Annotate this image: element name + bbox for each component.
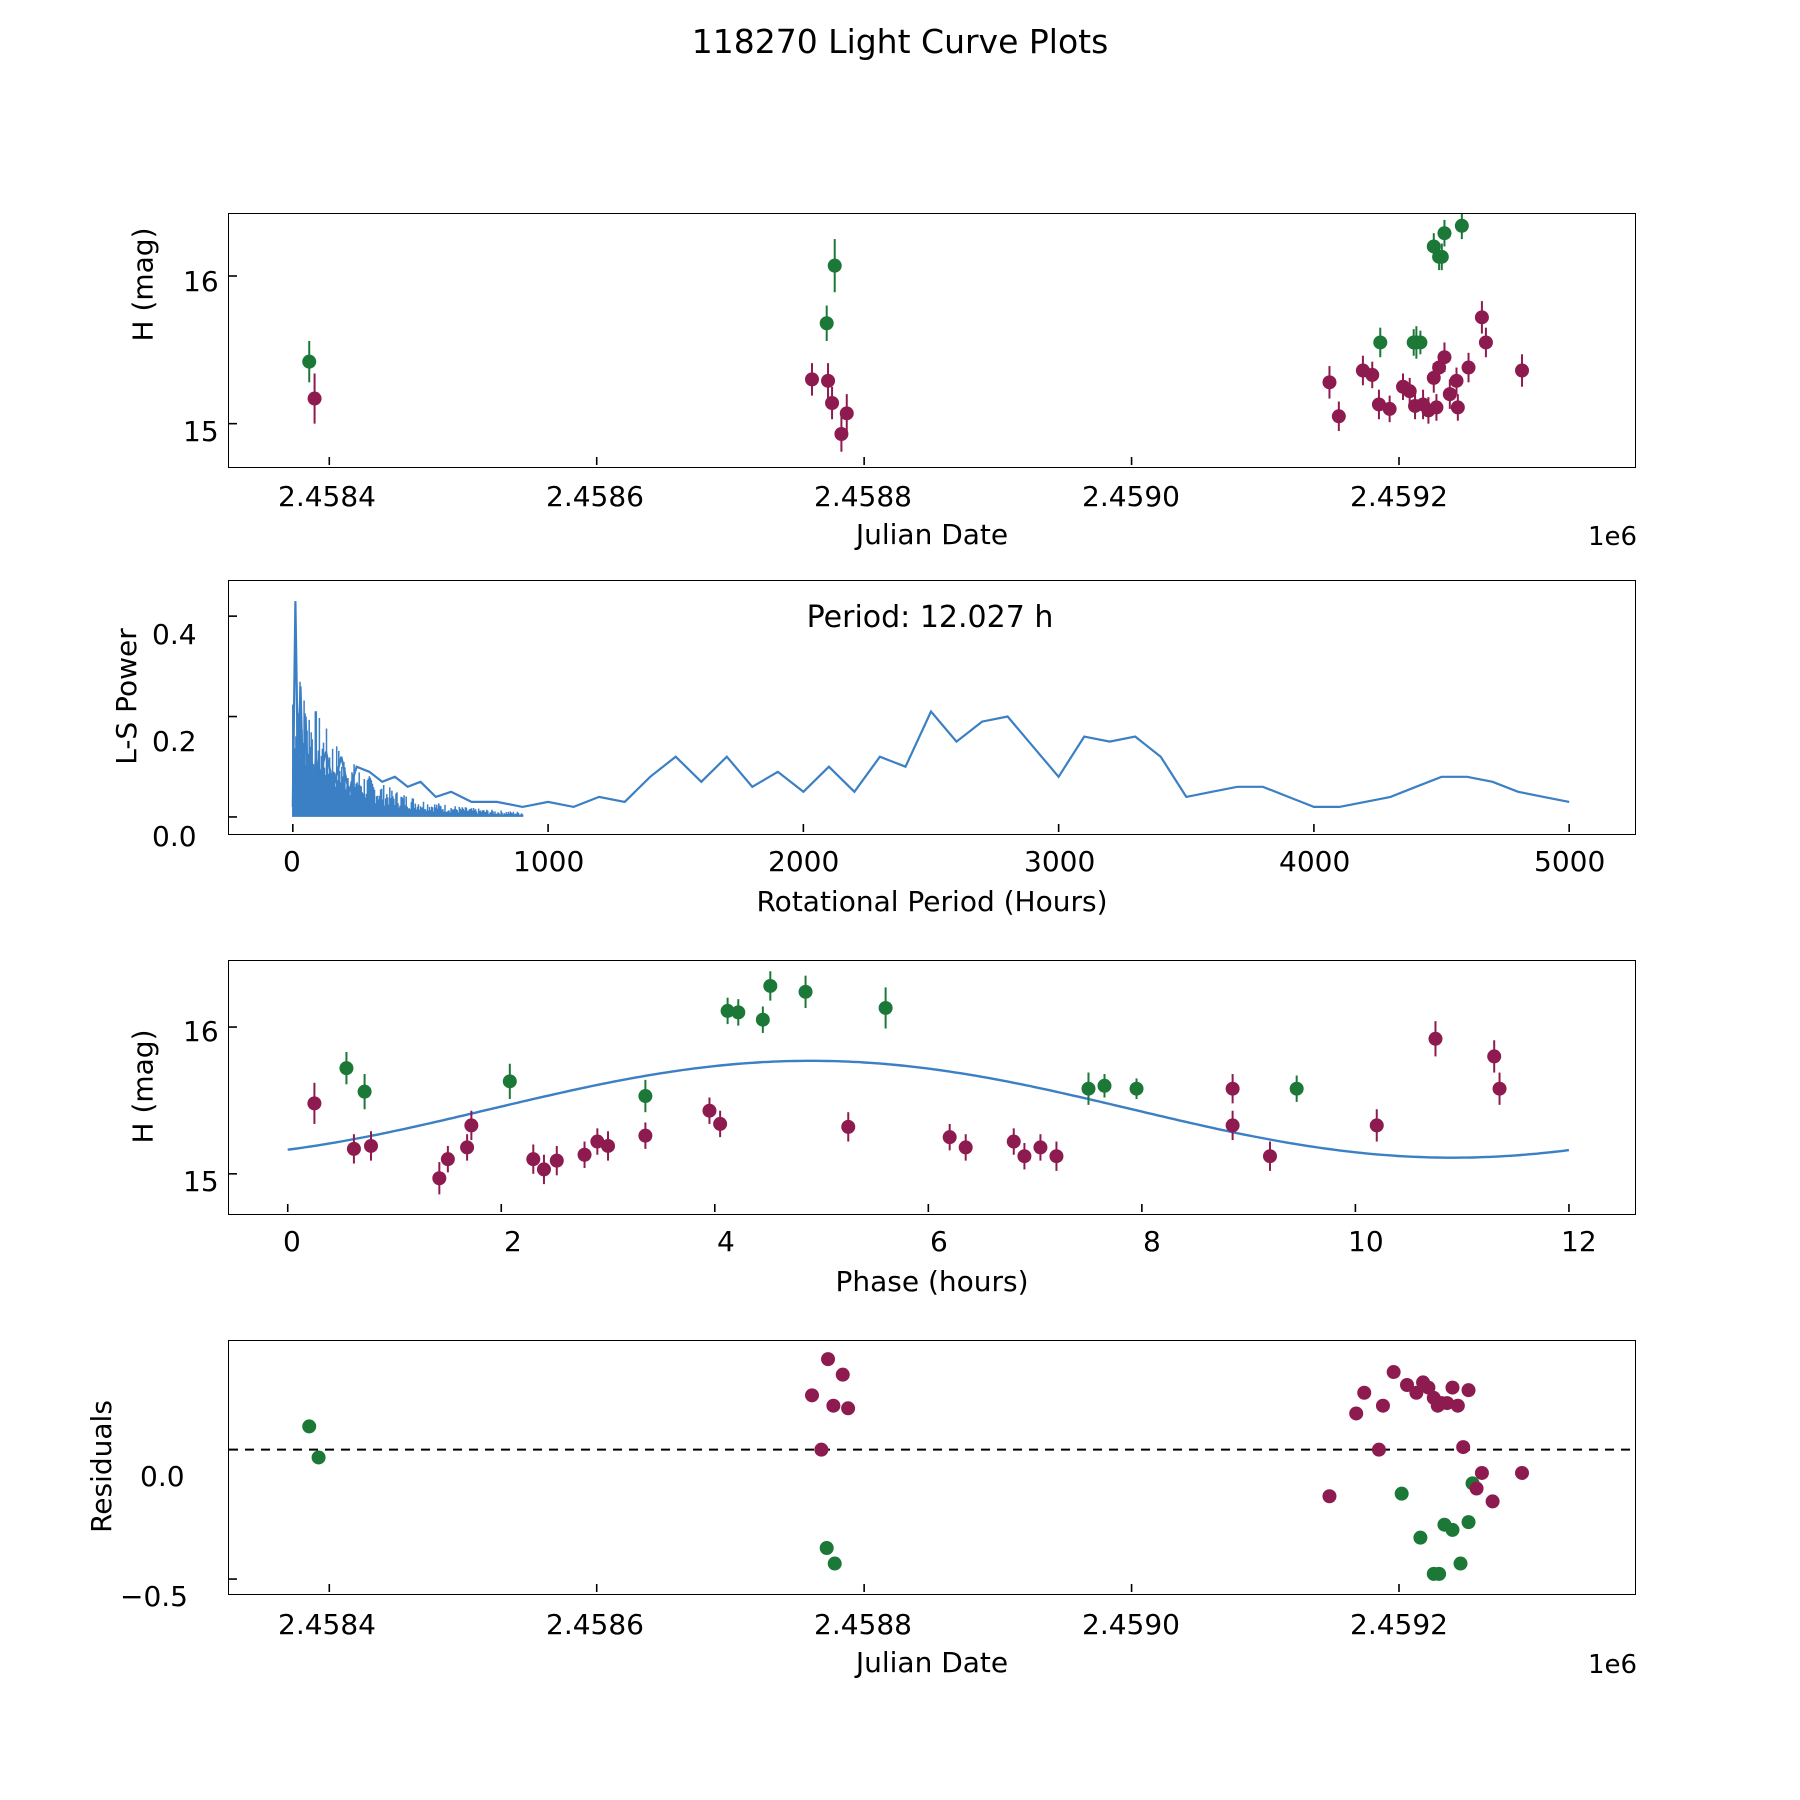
panel2-xtick-3: 3000 xyxy=(1024,845,1096,878)
panel3-ytick-15: 15 xyxy=(183,1165,219,1198)
panel1-ytick-15: 15 xyxy=(183,415,219,448)
panel4-xtick-2: 2.4588 xyxy=(814,1608,912,1641)
panel2-ylabel: L-S Power xyxy=(109,628,143,765)
panel1-xtick-3: 2.4590 xyxy=(1082,480,1180,513)
panel1-xtick-0: 2.4584 xyxy=(278,480,376,513)
panel3-xlabel: Phase (hours) xyxy=(835,1265,1029,1298)
panel3-axes xyxy=(228,960,1636,1215)
panel3-xtick-0: 0 xyxy=(283,1225,301,1258)
panel4-xtick-1: 2.4586 xyxy=(546,1608,644,1641)
panel4-xtick-3: 2.4590 xyxy=(1082,1608,1180,1641)
panel-residuals xyxy=(0,1330,1800,1680)
panel4-axes xyxy=(228,1340,1636,1595)
panel2-xtick-1: 1000 xyxy=(513,845,585,878)
panel-periodogram xyxy=(0,570,1800,918)
panel1-axes xyxy=(228,213,1636,468)
panel3-xtick-5: 10 xyxy=(1348,1225,1384,1258)
panel2-ytick-04: 0.4 xyxy=(152,618,197,651)
panel4-ytick-05: −0.5 xyxy=(120,1580,188,1613)
panel3-xtick-1: 2 xyxy=(504,1225,522,1258)
panel1-ytick-16: 16 xyxy=(183,265,219,298)
panel4-plot-area xyxy=(229,1341,1633,1592)
panel4-xtick-4: 2.4592 xyxy=(1350,1608,1448,1641)
panel2-xlabel: Rotational Period (Hours) xyxy=(756,885,1108,918)
panel1-ylabel: H (mag) xyxy=(126,227,160,342)
panel3-xtick-4: 8 xyxy=(1143,1225,1161,1258)
panel1-x-offset: 1e6 xyxy=(1588,522,1638,552)
panel3-plot-area xyxy=(229,961,1633,1212)
panel1-xtick-2: 2.4588 xyxy=(814,480,912,513)
panel4-ylabel: Residuals xyxy=(84,1400,118,1533)
panel4-ytick-00: 0.0 xyxy=(140,1460,185,1493)
panel3-xtick-2: 4 xyxy=(717,1225,735,1258)
panel4-xlabel: Julian Date xyxy=(855,1646,1009,1679)
panel1-xtick-4: 2.4592 xyxy=(1350,480,1448,513)
panel2-xtick-5: 5000 xyxy=(1534,845,1606,878)
panel2-xtick-2: 2000 xyxy=(768,845,840,878)
panel2-xtick-4: 4000 xyxy=(1279,845,1351,878)
panel2-ytick-00: 0.0 xyxy=(152,820,197,853)
panel1-xtick-1: 2.4586 xyxy=(546,480,644,513)
panel3-ytick-16: 16 xyxy=(183,1015,219,1048)
panel2-ytick-02: 0.2 xyxy=(152,725,197,758)
page-title: 118270 Light Curve Plots xyxy=(691,22,1109,61)
panel3-xtick-6: 12 xyxy=(1561,1225,1597,1258)
panel-phase-folded xyxy=(0,950,1800,1300)
panel1-plot-area xyxy=(229,214,1633,465)
panel4-x-offset: 1e6 xyxy=(1588,1650,1638,1680)
panel3-ylabel: H (mag) xyxy=(126,1029,160,1144)
panel1-xlabel: Julian Date xyxy=(855,518,1009,551)
panel-lightcurve xyxy=(0,0,1800,552)
panel3-xtick-3: 6 xyxy=(930,1225,948,1258)
period-annotation: Period: 12.027 h xyxy=(806,600,1054,635)
panel2-xtick-0: 0 xyxy=(283,845,301,878)
panel4-xtick-0: 2.4584 xyxy=(278,1608,376,1641)
